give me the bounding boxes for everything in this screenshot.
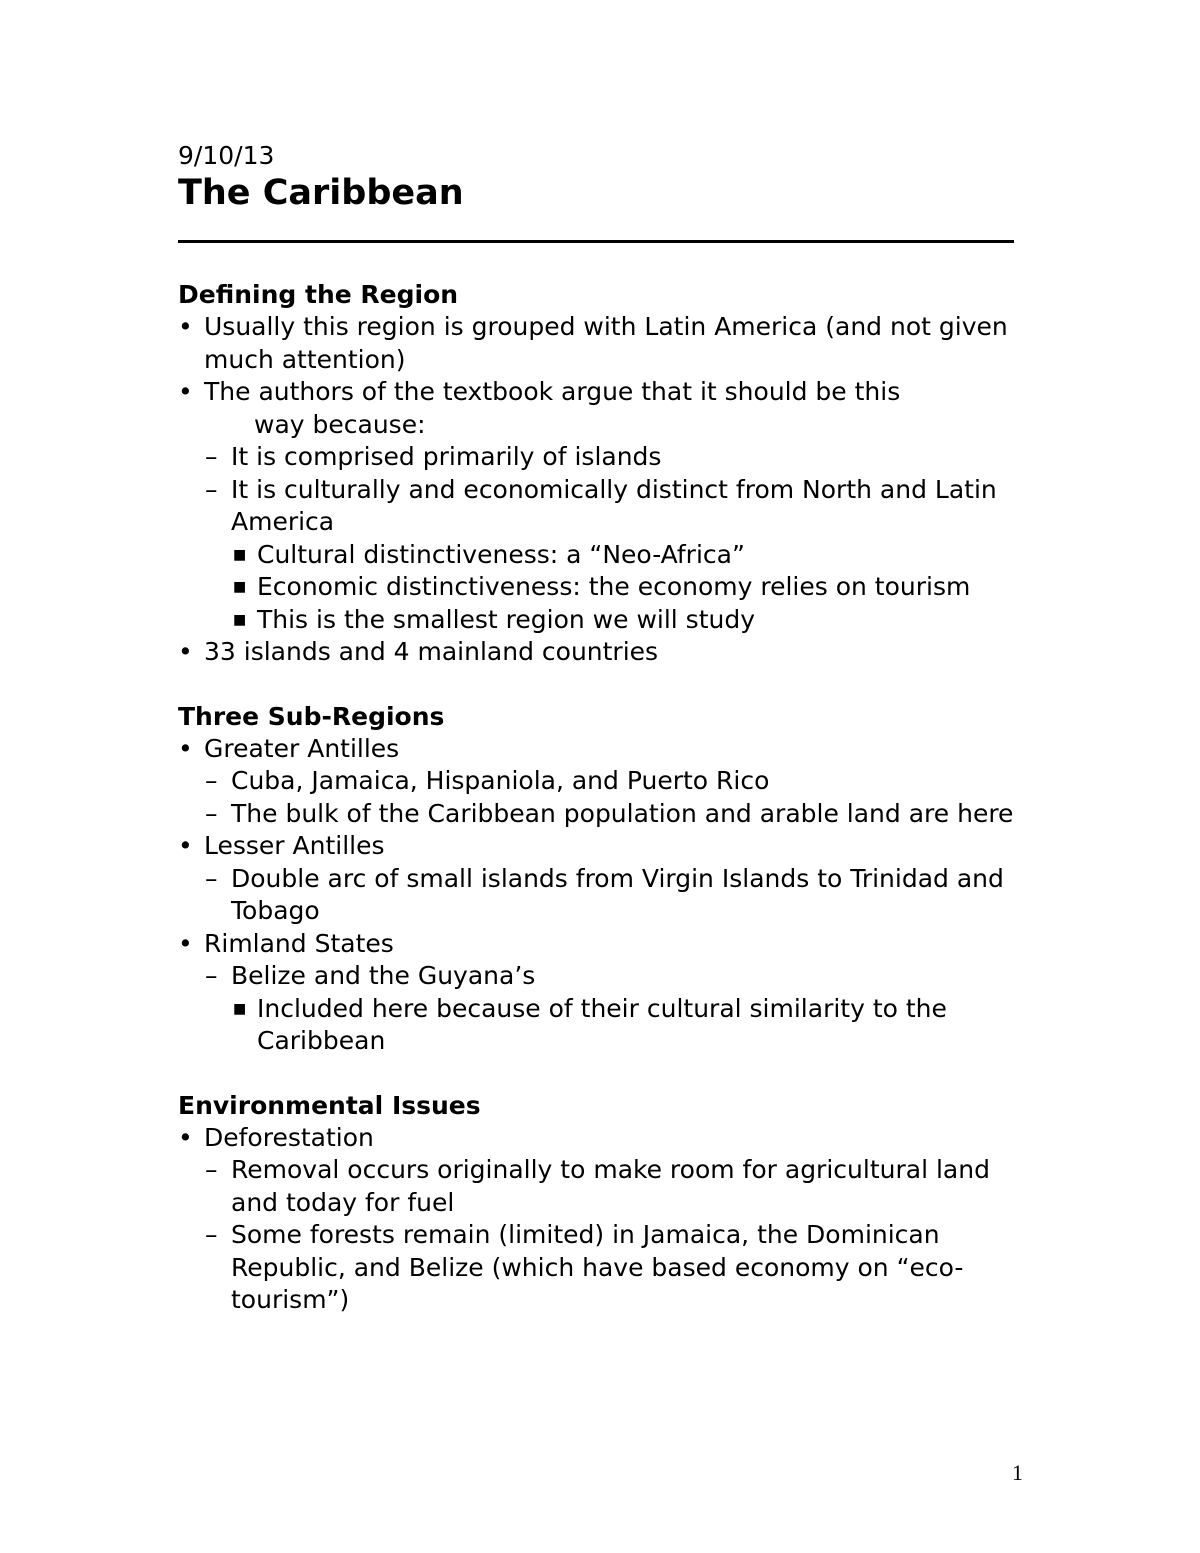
list-item: • Rimland States xyxy=(178,928,1018,961)
bullet-dash-icon: – xyxy=(205,442,218,471)
bullet-dot-icon: • xyxy=(178,377,193,406)
section-heading: Three Sub-Regions xyxy=(178,701,445,731)
bullet-dash-icon: – xyxy=(205,766,218,795)
section-defining-the-region xyxy=(178,279,1018,669)
list-item: • Usually this region is grouped with Latin America (and not given much attention) xyxy=(178,312,1008,374)
section-environmental-issues xyxy=(178,1090,1018,1317)
bullet-square-icon: ■ xyxy=(233,1000,247,1017)
bullet-dash-icon: – xyxy=(205,961,218,990)
bullet-dash-icon: – xyxy=(205,863,218,893)
list-item: – It is comprised primarily of islands xyxy=(178,441,1018,474)
list-item: ■ This is the smallest region we will study xyxy=(178,604,1018,637)
bullet-dot-icon: • xyxy=(178,733,193,763)
list-item: • Lesser Antilles xyxy=(178,830,1018,863)
section-heading: Defining the Region xyxy=(178,280,459,309)
document-page xyxy=(178,140,1018,1317)
list-item: ■ Included here because of their cultural similarity to the Caribbean xyxy=(233,993,947,1055)
list-item: ■ Economic distinctiveness: the economy relies on tourism xyxy=(178,571,1018,604)
list-item: – Double arc of small islands from Virgin Islands to Trinidad and Tobago xyxy=(205,863,1004,925)
bullet-square-icon: ■ xyxy=(233,611,247,628)
list-item: – Some forests remain (limited) in Jamaica, the Dominican Republic, and Belize (which have based economy on “eco-tourism”) xyxy=(205,1220,964,1314)
list-item: • Greater Antilles xyxy=(178,733,1018,766)
bullet-dash-icon: – xyxy=(205,474,218,504)
page-number: 1 xyxy=(1012,1460,1023,1485)
list-item: • 33 islands and 4 mainland countries xyxy=(178,636,1018,669)
bullet-dash-icon: – xyxy=(205,798,218,828)
bullet-square-icon: ■ xyxy=(233,579,247,595)
list-item: • The authors of the textbook argue that it should be this way because: xyxy=(178,377,901,439)
list-item: – It is culturally and economically distinct from North and Latin America xyxy=(205,474,997,536)
list-item: – Belize and the Guyana’s xyxy=(178,960,1018,993)
bullet-dot-icon: • xyxy=(178,928,193,958)
bullet-dot-icon: • xyxy=(178,1122,193,1152)
bullet-dot-icon: • xyxy=(178,831,193,860)
section-three-sub-regions xyxy=(178,701,1018,1058)
bullet-list xyxy=(178,733,1018,1058)
bullet-dash-icon: – xyxy=(205,1155,218,1184)
bullet-dash-icon: – xyxy=(205,1220,218,1249)
title-divider xyxy=(178,240,1014,243)
bullet-square-icon: ■ xyxy=(233,546,247,563)
list-item: ■ Cultural distinctiveness: a “Neo-Africa” xyxy=(178,539,1018,572)
bullet-dot-icon: • xyxy=(178,312,193,341)
list-item: • Deforestation xyxy=(178,1122,1018,1155)
list-item: – Cuba, Jamaica, Hispaniola, and Puerto Rico xyxy=(178,765,1018,798)
page-title: The Caribbean xyxy=(178,173,464,213)
bullet-list xyxy=(178,1122,1018,1317)
bullet-dot-icon: • xyxy=(178,637,193,666)
note-date: 9/10/13 xyxy=(178,141,275,170)
list-item: – The bulk of the Caribbean population and arable land are here xyxy=(178,798,1018,831)
list-item: – Removal occurs originally to make room for agricultural land and today for fuel xyxy=(205,1155,990,1217)
section-heading: Environmental Issues xyxy=(178,1090,481,1120)
bullet-list xyxy=(178,311,1018,669)
